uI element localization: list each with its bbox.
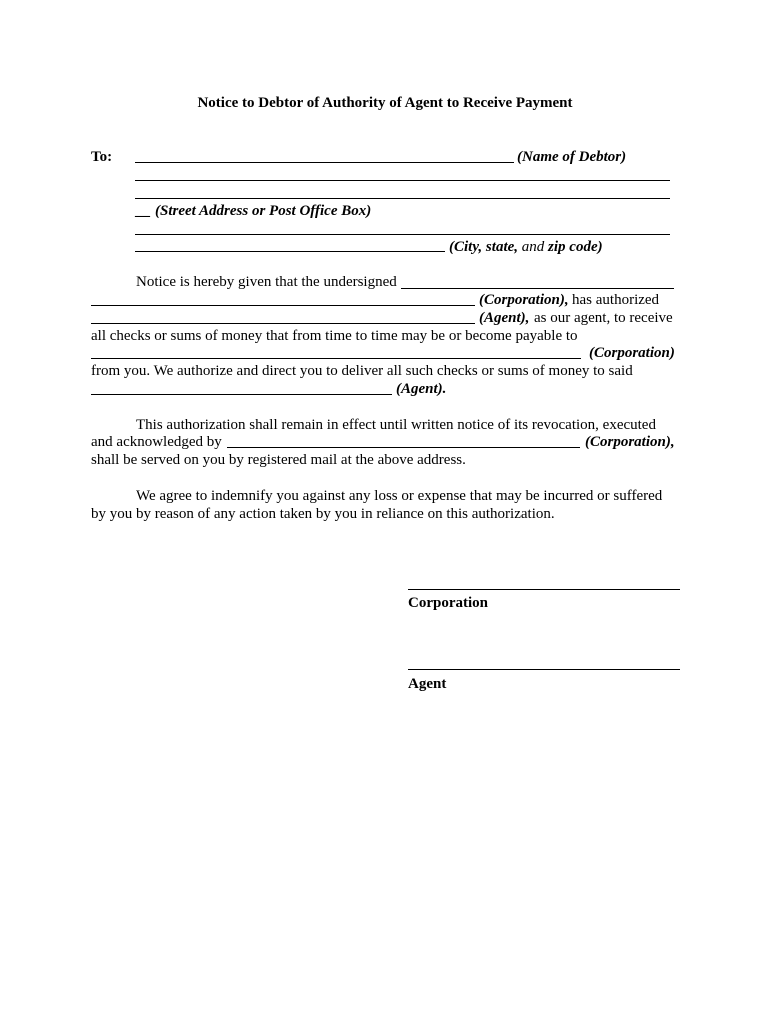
city-and-text: and	[521, 239, 545, 255]
city-state-text: (City, state,	[449, 239, 519, 255]
agent-blank-1[interactable]	[91, 323, 475, 324]
debtor-address-line-1[interactable]	[135, 180, 670, 181]
p1-line6: from you. We authorize and direct you to deliver all such checks or sums of money to said	[91, 363, 633, 379]
p1-agent-label: (Agent),	[479, 310, 530, 326]
p1-has-authorized: has authorized	[572, 292, 660, 308]
p1-as-our-agent: as our agent, to receive	[534, 310, 673, 326]
zip-code-text: zip code)	[548, 239, 603, 255]
city-state-zip-line[interactable]	[135, 251, 445, 252]
p1-corporation2-label: (Corporation)	[589, 345, 675, 361]
undersigned-blank-1[interactable]	[401, 288, 674, 289]
to-label: To:	[91, 149, 113, 165]
p1-agent2-label: (Agent).	[396, 381, 447, 397]
p2-and-acknowledged: and acknowledged by	[91, 434, 222, 450]
name-of-debtor-label: (Name of Debtor)	[517, 149, 627, 165]
agent-blank-2[interactable]	[91, 394, 392, 395]
street-prefix-blank[interactable]: __	[135, 203, 150, 219]
p2-line3: shall be served on you by registered mail at the above address.	[91, 452, 466, 468]
p2-line1: This authorization shall remain in effect until written notice of its revocation, executed	[136, 417, 656, 433]
agent-signature-line[interactable]	[408, 669, 680, 670]
undersigned-blank-2[interactable]	[91, 305, 475, 306]
corporation-signature-label: Corporation	[408, 595, 488, 611]
p2-corporation-label: (Corporation),	[585, 434, 675, 450]
document-title: Notice to Debtor of Authority of Agent to Receive Payment	[197, 95, 573, 111]
city-state-zip-label	[449, 238, 603, 256]
street-address-label: (Street Address or Post Office Box)	[155, 203, 372, 219]
p3-line2: by you by reason of any action taken by you in reliance on this authorization.	[91, 506, 555, 522]
corporation-blank-2[interactable]	[91, 358, 581, 359]
p1-line1: Notice is hereby given that the undersigned	[136, 274, 397, 290]
debtor-name-line[interactable]	[135, 162, 514, 163]
p1-corporation-label: (Corporation),	[479, 292, 569, 308]
acknowledged-corporation-blank[interactable]	[227, 447, 580, 448]
agent-signature-label: Agent	[408, 676, 447, 692]
p1-line4: all checks or sums of money that from time to time may be or become payable to	[91, 328, 578, 344]
debtor-address-line-2[interactable]	[135, 198, 670, 199]
p3-line1: We agree to indemnify you against any loss or expense that may be incurred or suffered	[136, 488, 663, 504]
debtor-address-line-3[interactable]	[135, 234, 670, 235]
corporation-signature-line[interactable]	[408, 589, 680, 590]
